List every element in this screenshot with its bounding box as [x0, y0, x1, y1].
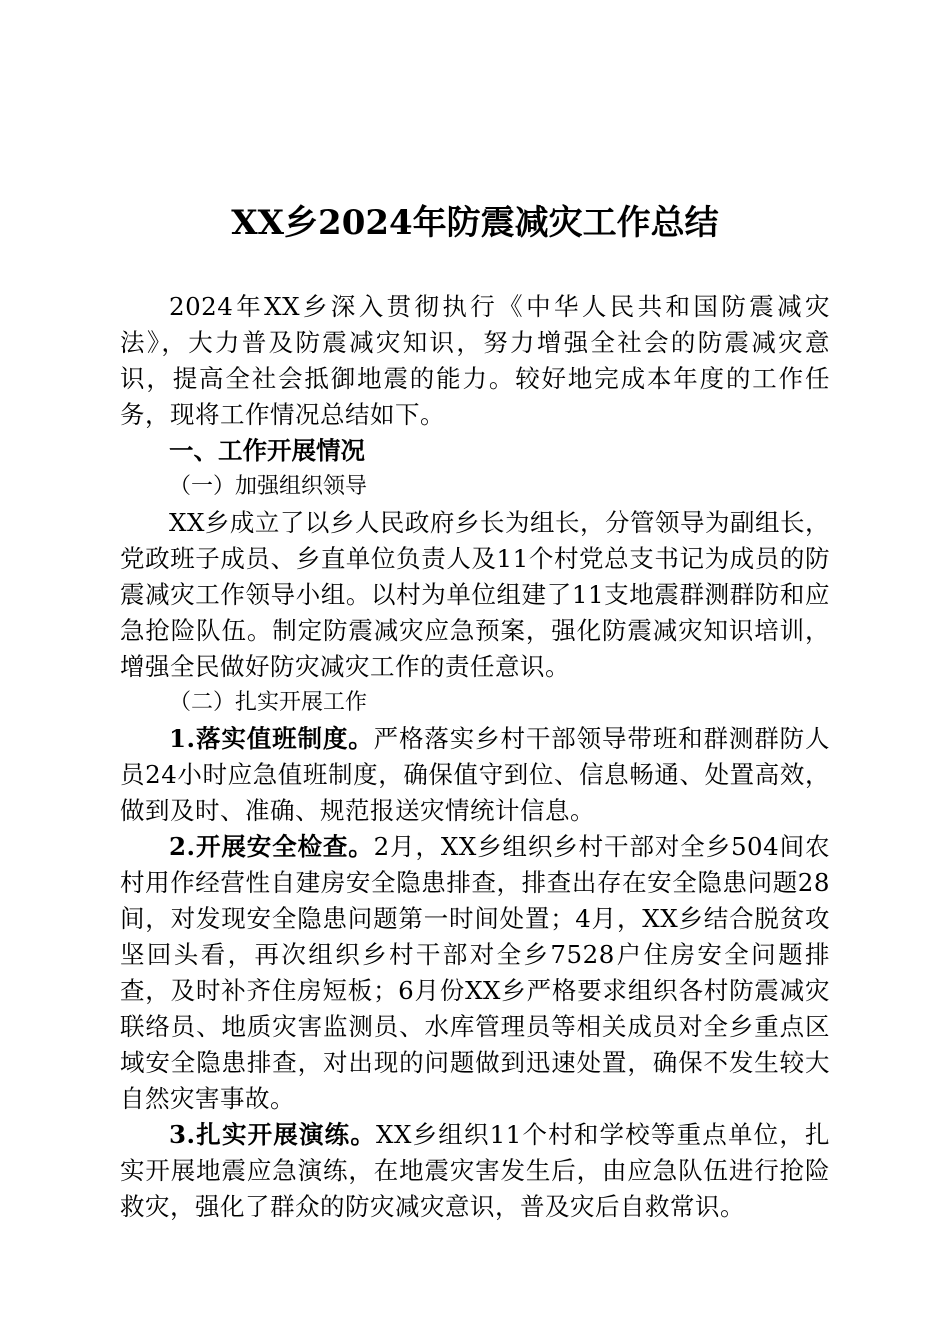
item-text-1: 严格落实乡村干部领导带班和群测群防人员24小时应急值班制度，确保值守到位、信息畅通、处置高效，做到及时、准确、规范报送灾情统计信息。: [120, 724, 830, 825]
item-lead-1: 1.落实值班制度。: [169, 724, 374, 753]
item-lead-3: 3.扎实开展演练。: [169, 1120, 377, 1149]
item-text-3: XX乡组织11个村和学校等重点单位，扎实开展地震应急演练，在地震灾害发生后，由应急队伍进行抢险救灾，强化了群众的防灾减灾意识，普及灾后自救常识。: [120, 1120, 830, 1221]
item-paragraph-1: [120, 721, 830, 829]
section-heading-1: 一、工作开展情况: [169, 436, 365, 465]
document-body: [120, 289, 830, 1225]
item-paragraph-2: [120, 829, 830, 1117]
document-title: XX乡2024年防震减灾工作总结: [231, 203, 719, 243]
subsection-heading-1: （一）加强组织领导: [169, 474, 368, 499]
subsection-heading-2: （二）扎实开展工作: [169, 690, 368, 715]
item-lead-2: 2.开展安全检查。: [169, 832, 374, 861]
item-paragraph-3: [120, 1117, 830, 1225]
item-text-2: 2月，XX乡组织乡村干部对全乡504间农村用作经营性自建房安全隐患排查，排查出存在安全隐患问题28间，对发现安全隐患问题第一时间处置；4月，XX乡结合脱贫攻坚回头看，再次组织乡村干部对全乡7528户住房安全问题排查，及时补齐住房短板；6月份XX乡严格要求组织各村防震减灾联络员、地质灾害监测员、水库管理员等相关成员对全乡重点区域安全隐患排查，对出现的问题做到迅速处置，确保不发生较大自然灾害事故。: [120, 832, 830, 1113]
intro-paragraph: 2024年XX乡深入贯彻执行《中华人民共和国防震减灾法》，大力普及防震减灾知识，努力增强全社会的防震减灾意识，提高全社会抵御地震的能力。较好地完成本年度的工作任务，现将工作情况总结如下。: [120, 292, 830, 429]
subsection-1-paragraph: XX乡成立了以乡人民政府乡长为组长，分管领导为副组长，党政班子成员、乡直单位负责人及11个村党总支书记为成员的防震减灾工作领导小组。以村为单位组建了11支地震群测群防和应急抢险队伍。制定防震减灾应急预案，强化防震减灾知识培训，增强全民做好防灾减灾工作的责任意识。: [120, 508, 830, 681]
